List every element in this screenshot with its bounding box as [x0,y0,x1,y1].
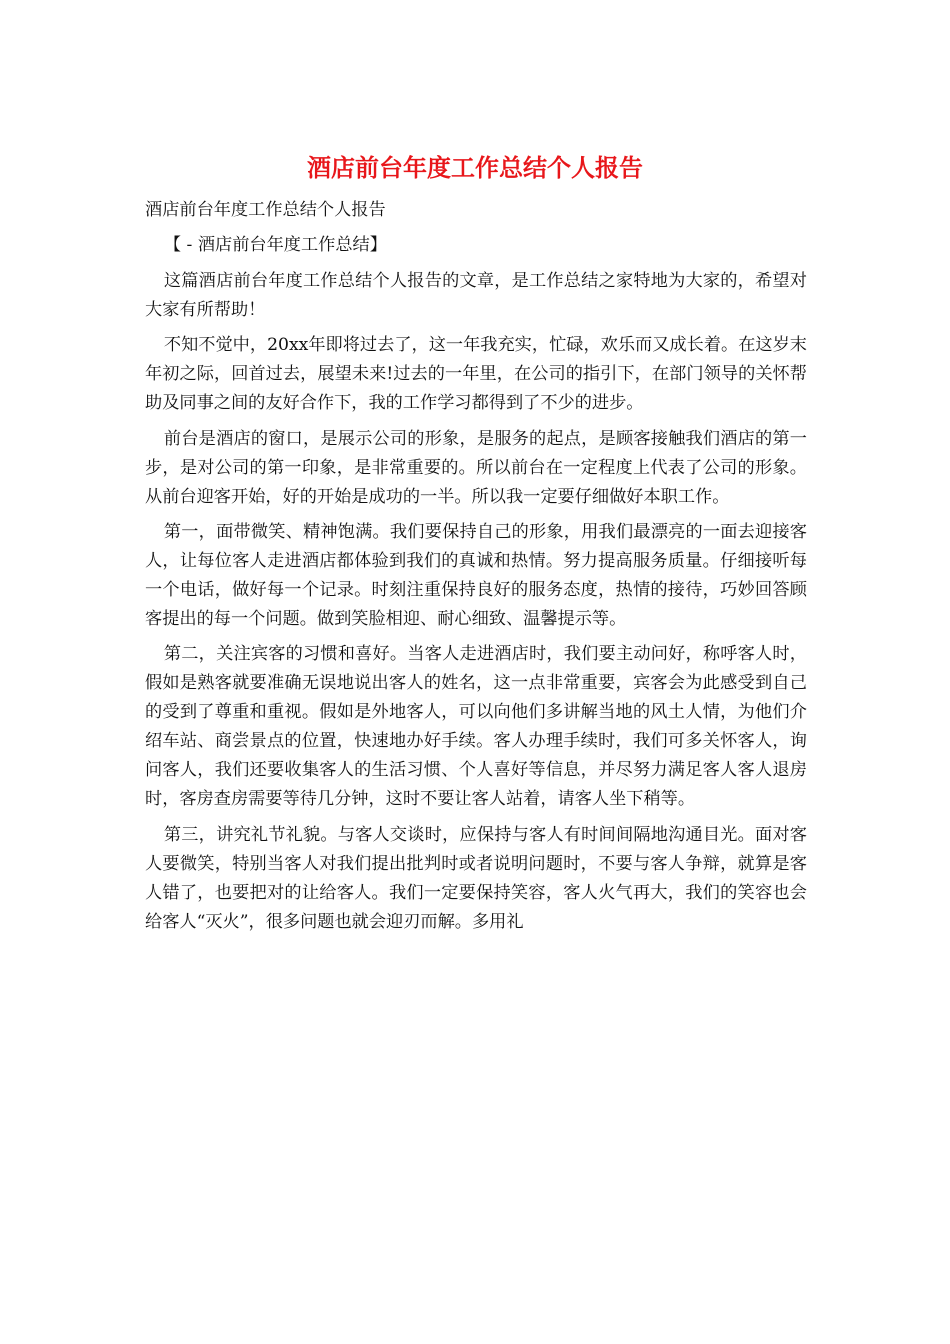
body-paragraph: 前台是酒店的窗口，是展示公司的形象，是服务的起点，是顾客接触我们酒店的第一步，是对公司的第一印象，是非常重要的。所以前台在一定程度上代表了公司的形象。从前台迎客开始，好的开始是成功的一半。所以我一定要仔细做好本职工作。 [145,428,807,507]
document-title: 酒店前台年度工作总结个人报告 [307,153,643,182]
body-paragraph: 第三，讲究礼节礼貌。与客人交谈时，应保持与客人有时间间隔地沟通目光。面对客人要微笑，特别当客人对我们提出批判时或者说明问题时，不要与客人争辩，就算是客人错了，也要把对的让给客人。我们一定要保持笑容，客人火气再大，我们的笑容也会给客人“灭火”，很多问题也就会迎刃而解。多用礼 [145,824,807,932]
body-paragraph: 第二，关注宾客的习惯和喜好。当客人走进酒店时，我们要主动问好，称呼客人时，假如是熟客就要准确无误地说出客人的姓名，这一点非常重要，宾客会为此感受到自己的受到了尊重和重视。假如是外地客人，可以向他们多讲解当地的风土人情，为他们介绍车站、商尝景点的位置，快速地办好手续。客人办理手续时，我们可多关怀客人，询问客人，我们还要收集客人的生活习惯、个人喜好等信息，并尽努力满足客人客人退房时，客房查房需要等待几分钟，这时不要让客人站着，请客人坐下稍等。 [145,644,807,810]
document-body [145,196,807,943]
subtitle-paragraph: 酒店前台年度工作总结个人报告 [145,200,386,220]
body-paragraph: 第一，面带微笑、精神饱满。我们要保持自己的形象，用我们最漂亮的一面去迎接客人，让每位客人走进酒店都体验到我们的真诚和热情。努力提高服务质量。仔细接听每一个电话，做好每一个记录。时刻注重保持良好的服务态度，热情的接待，巧妙回答顾客提出的每一个问题。做到笑脸相迎、耐心细致、温馨提示等。 [145,521,807,629]
category-tag-paragraph: 【 - 酒店前台年度工作总结】 [163,235,387,256]
intro-paragraph: 这篇酒店前台年度工作总结个人报告的文章，是工作总结之家特地为大家的，希望对大家有所帮助！ [145,270,807,320]
body-paragraph: 不知不觉中，20xx年即将过去了，这一年我充实，忙碌，欢乐而又成长着。在这岁末年初之际，回首过去，展望未来!过去的一年里，在公司的指引下，在部门领导的关怀帮助及同事之间的友好合作下，我的工作学习都得到了不少的进步。 [145,335,807,414]
